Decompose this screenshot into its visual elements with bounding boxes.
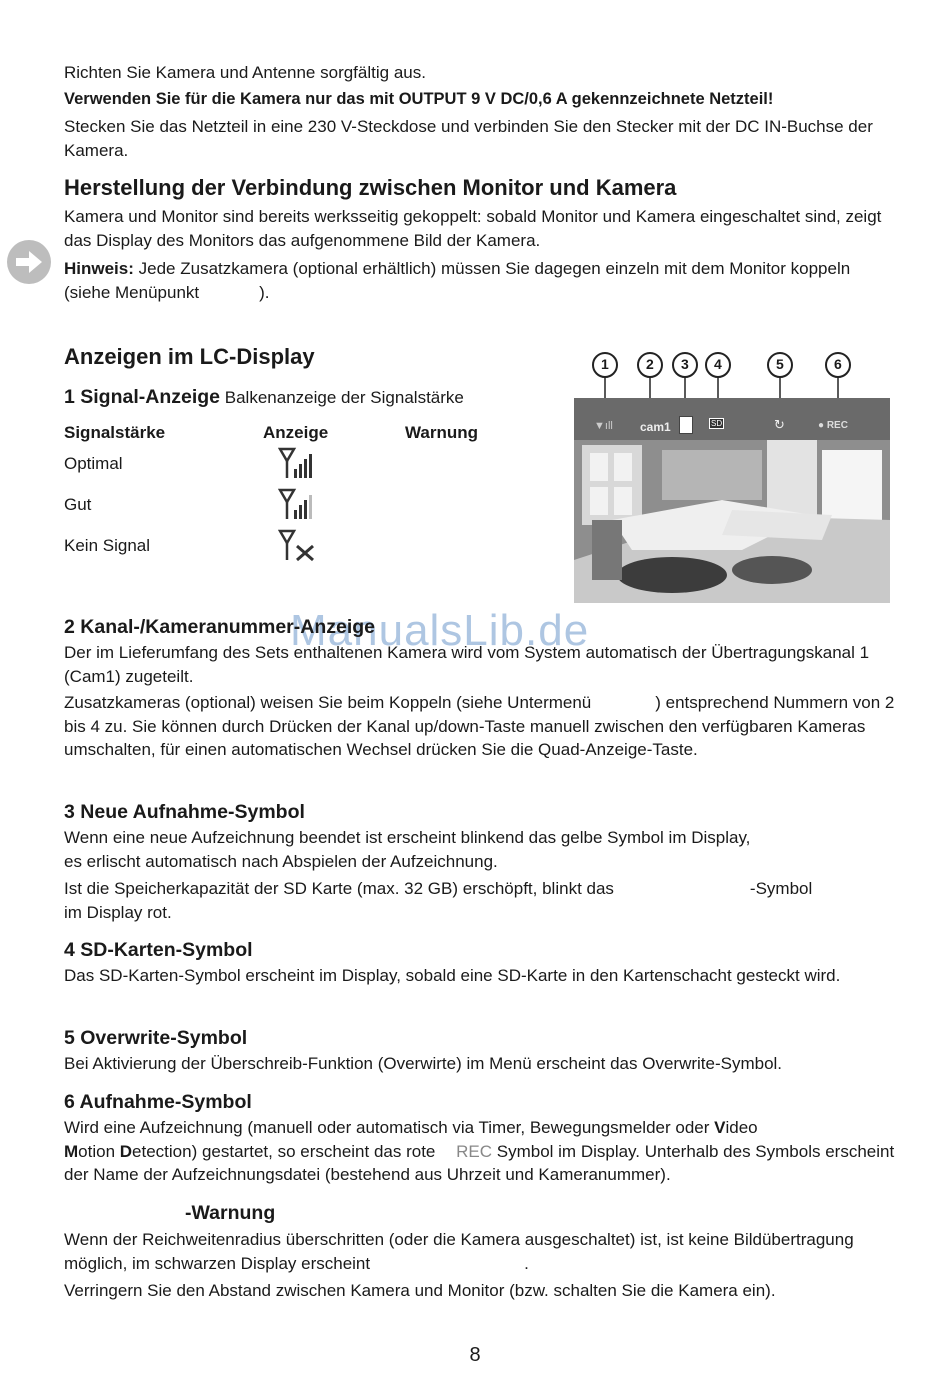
new-recording-text-2c: im Display rot.: [64, 902, 172, 922]
connection-text: Kamera und Monitor sind bereits werksseitig gekoppelt: sobald Monitor und Kamera eingeschaltet sind, zeigt das Display des Monitors das aufgenommene Bild der Kamera.: [64, 207, 882, 250]
note-end: ).: [259, 282, 270, 302]
new-recording-text-1: Wenn eine neue Aufzeichnung beendet ist erscheint blinkend das gelbe Symbol im Display, es erlischt automatisch nach Abspielen der Aufzeichnung.: [64, 828, 751, 871]
new-recording-text-2b: -Symbol: [749, 879, 813, 898]
recording-m: M: [64, 1141, 79, 1161]
section-heading-channel: 2 Kanal-/Kameranummer-Anzeige: [64, 616, 376, 638]
recording-text-e: Symbol im Display. Unterhalb des Symbols erscheint der Name der Aufzeichnungsdatei (bestehend aus Uhrzeit und Kameranummer).: [64, 1141, 895, 1184]
range-warning-text-1: [64, 1228, 890, 1275]
recording-text-d: etection) gestartet, so erscheint das rote: [132, 1141, 436, 1161]
section-heading-connection: Herstellung der Verbindung zwischen Monitor und Kamera: [64, 175, 677, 200]
range-warning-text-1b: .: [524, 1253, 529, 1273]
watermark: ManualsLib.de: [290, 606, 590, 655]
rec-label: REC: [826, 420, 848, 431]
arrow-right-icon: [7, 240, 51, 284]
recording-text-b: ideo: [725, 1118, 758, 1137]
section-heading-display: Anzeigen im LC-Display: [64, 344, 315, 369]
new-recording-text-2: [64, 877, 898, 924]
sd-card-text: Das SD-Karten-Symbol erscheint im Display, sobald eine SD-Karte in den Kartenschacht gesteckt wird.: [64, 966, 841, 985]
overwrite-icon: ↻: [774, 417, 785, 432]
overlay-cam-label: cam1: [640, 420, 671, 434]
range-warning-text-1a: Wenn der Reichweitenradius überschritten (oder die Kamera ausgeschaltet) ist, ist keine Bildübertragung möglich, im schwarzen Display erscheint: [64, 1230, 854, 1273]
table-header-strength: Signalstärke: [64, 423, 166, 442]
intro-instruction: Stecken Sie das Netzteil in eine 230 V-Steckdose und verbinden Sie den Stecker mit der DC IN-Buchse der Kamera.: [64, 117, 873, 160]
channel-text-1: Der im Lieferumfang des Sets enthaltenen Kamera wird vom System automatisch der Übertragungskanal 1 (Cam1) zugeteilt.: [64, 643, 870, 686]
table-header-display: Anzeige: [263, 423, 329, 442]
section-heading-new-recording: 3 Neue Aufnahme-Symbol: [64, 801, 305, 823]
section-heading-range-warning: -Warnung: [185, 1202, 276, 1224]
recording-text-c: otion: [78, 1141, 120, 1161]
signal-none-icon: [278, 529, 318, 568]
table-row-label: Gut: [64, 495, 92, 514]
new-recording-icon: [679, 416, 693, 434]
callout-1: 1: [601, 356, 609, 372]
section-heading-recording: 6 Aufnahme-Symbol: [64, 1091, 252, 1113]
signal-title-line: [64, 386, 464, 409]
note-text: Jede Zusatzkamera (optional erhältlich) müssen Sie dagegen einzeln mit dem Monitor koppeln (siehe Menüpunkt: [64, 259, 851, 302]
sd-card-icon: SD: [711, 419, 723, 428]
callout-2: 2: [646, 356, 654, 372]
signal-good-icon: [278, 488, 318, 527]
callout-3: 3: [681, 356, 689, 372]
signal-full-icon: [278, 447, 318, 486]
section-heading-overwrite: 5 Overwrite-Symbol: [64, 1027, 248, 1049]
range-warning-text-2: Verringern Sie den Abstand zwischen Kamera und Monitor (bzw. schalten Sie die Kamera ein).: [64, 1281, 776, 1300]
connection-note: [64, 257, 894, 304]
page-number: 8: [469, 1344, 481, 1366]
channel-text-2a: Zusatzkameras (optional) weisen Sie beim Koppeln (siehe Untermenü: [64, 693, 592, 712]
lcd-display-figure: [572, 350, 892, 605]
recording-d: D: [119, 1141, 133, 1161]
section-heading-sd-card: 4 SD-Karten-Symbol: [64, 939, 253, 961]
recording-v: V: [714, 1118, 726, 1137]
intro-line: Richten Sie Kamera und Antenne sorgfältig aus.: [64, 63, 426, 82]
signal-subtitle: Balkenanzeige der Signalstärke: [224, 388, 464, 407]
overlay-signal-icon: ▼ıll: [594, 420, 613, 432]
callout-6: 6: [834, 356, 842, 372]
rec-indicator: ● REC: [818, 420, 848, 431]
table-row-label: Kein Signal: [64, 536, 151, 555]
intro-warning: Verwenden Sie für die Kamera nur das mit OUTPUT 9 V DC/0,6 A gekennzeichnete Netzteil!: [64, 90, 774, 108]
table-header-warning: Warnung: [405, 423, 479, 442]
channel-text-2b: ) entsprechend Nummern von 2 bis 4 zu. Sie können durch Drücken der Kanal up/down-Taste manuell zwischen den verfügbaren Kameras umschalten, für einen automatischen Wechsel drücken Sie die Quad-Anzeige-Taste.: [64, 693, 895, 759]
recording-rec-label: REC: [456, 1141, 493, 1161]
overwrite-text: Bei Aktivierung der Überschreib-Funktion (Overwirte) im Menü erscheint das Overwrite-Symbol.: [64, 1054, 783, 1073]
signal-title: 1 Signal-Anzeige: [64, 386, 221, 408]
callout-4: 4: [714, 356, 722, 372]
new-recording-text-2a: Ist die Speicherkapazität der SD Karte (max. 32 GB) erschöpft, blinkt das: [64, 879, 614, 898]
recording-text: [64, 1116, 900, 1187]
table-row-label: Optimal: [64, 454, 123, 473]
channel-text-2: [64, 691, 898, 762]
recording-text-a: Wird eine Aufzeichnung (manuell oder automatisch via Timer, Bewegungsmelder oder: [64, 1118, 715, 1137]
note-label: Hinweis:: [64, 259, 134, 278]
callout-5: 5: [776, 356, 784, 372]
